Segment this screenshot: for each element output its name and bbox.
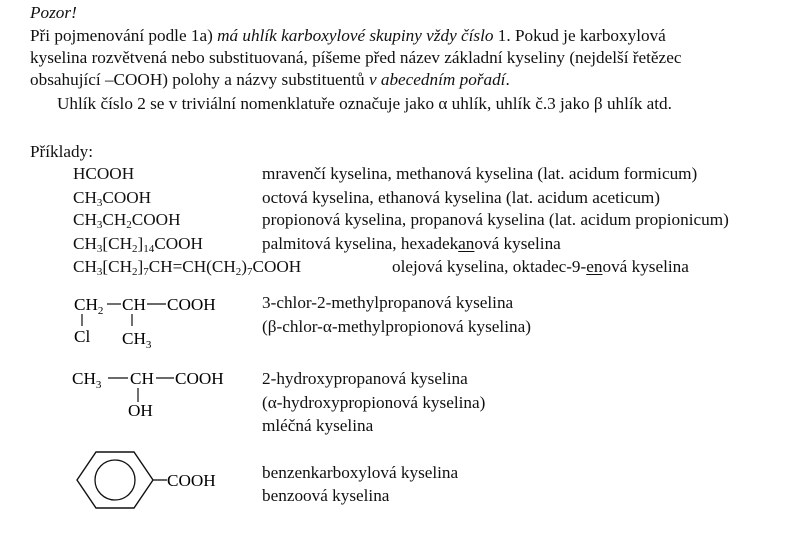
name-formic: mravenčí kyselina, methanová kyselina (lat. acidum formicum): [262, 164, 698, 183]
name-benzoic-1: benzenkarboxylová kyselina: [262, 463, 459, 482]
svg-text:COOH: COOH: [167, 471, 216, 490]
svg-text:COOH: COOH: [167, 295, 216, 314]
paragraph-line-1: Při pojmenování podle 1a) má uhlík karboxylové skupiny vždy číslo 1. Pokud je karboxylová: [30, 26, 666, 45]
structure-chloromethylpropanoic: [70, 290, 240, 350]
paragraph-line-3: obsahující –COOH) polohy a názvy substituentů v abecedním pořadí.: [30, 70, 510, 89]
name-chloromethyl-2: (β-chlor-α-methylpropionová kyselina): [262, 317, 531, 336]
svg-text:CH3: $CH_3$: [122, 329, 152, 351]
name-hydroxy-1: 2-hydroxypropanová kyselina: [262, 369, 468, 388]
name-propionic: propionová kyselina, propanová kyselina (lat. acidum propionicum): [262, 210, 729, 229]
name-hydroxy-3: mléčná kyselina: [262, 416, 374, 435]
name-oleic: olejová kyselina, oktadec-9-enová kyselina: [392, 257, 689, 276]
name-chloromethyl-1: 3-chlor-2-methylpropanová kyselina: [262, 293, 514, 312]
formula-palmitic: $CH_3[CH_2]_{14}COOH$: [73, 234, 203, 255]
paragraph-line-4: Uhlík číslo 2 se v triviální nomenklatuře označuje jako α uhlík, uhlík č.3 jako β uhlík atd.: [57, 94, 672, 113]
svg-text:CH2: $CH_2$: [74, 295, 104, 317]
formula-acetic: $CH_3COOH$: [73, 188, 152, 209]
svg-text:CH: CH: [122, 295, 146, 314]
paragraph-line-2: kyselina rozvětvená nebo substituovaná, píšeme před název základní kyseliny (nejdelší řetězec: [30, 48, 682, 67]
svg-text:COOH: COOH: [175, 369, 224, 388]
structure-hydroxypropanoic: [70, 363, 250, 423]
svg-text:Cl: Cl: [74, 327, 91, 346]
name-hydroxy-2: (α-hydroxypropionová kyselina): [262, 393, 486, 412]
svg-text:OH: OH: [128, 401, 153, 420]
svg-text:CH3: $CH_3$: [72, 369, 102, 391]
examples-label: Příklady:: [30, 142, 94, 161]
formula-formic: HCOOH: [73, 164, 135, 183]
name-acetic: octová kyselina, ethanová kyselina (lat. acidum aceticum): [262, 188, 661, 207]
structure-benzoic: [70, 445, 250, 525]
name-palmitic: palmitová kyselina, hexadekanová kyselina: [262, 234, 561, 253]
svg-text:CH: CH: [130, 369, 154, 388]
name-benzoic-2: benzoová kyselina: [262, 486, 390, 505]
heading: Pozor!: [30, 3, 77, 22]
formula-oleic: $CH_3[CH_2]_7CH=CH(CH_2)_7COOH$: [73, 257, 302, 278]
formula-propionic: $CH_3CH_2COOH$: [73, 210, 181, 231]
